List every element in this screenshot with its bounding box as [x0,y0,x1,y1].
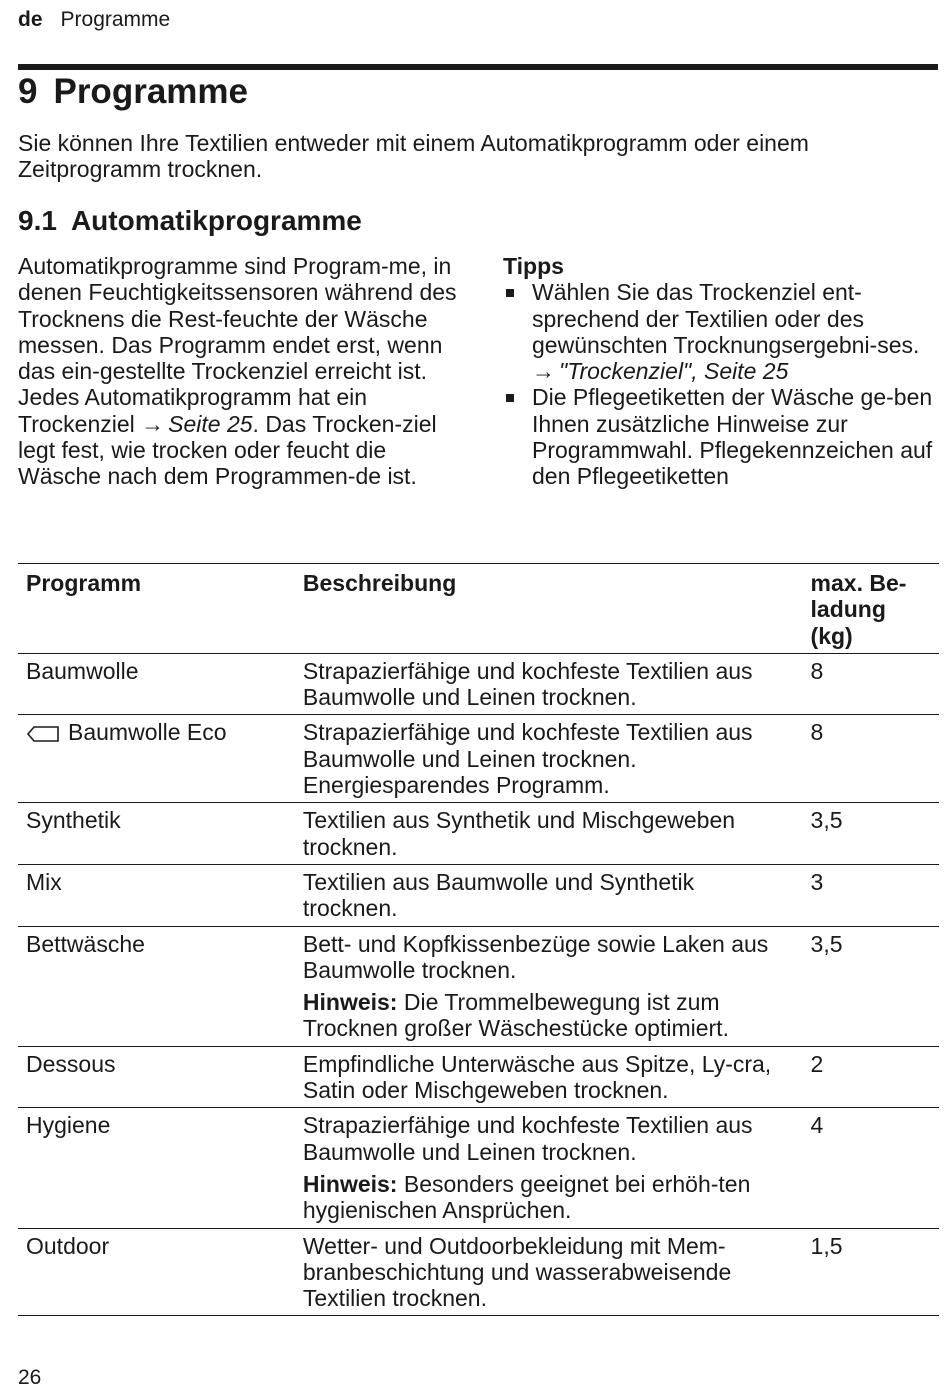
program-name: Baumwolle Eco [68,719,227,746]
description-text: Empfindliche Unterwäsche aus Spitze, Ly-cra, Satin oder Mischgeweben trocknen. [302,1050,772,1104]
program-description [295,926,803,1046]
program-load: 8 [810,719,824,746]
automatic-programs-description [18,253,468,490]
program-description [295,1108,803,1228]
description-text: Strapazierfähige und kochfeste Textilien aus Baumwolle und Leinen trocknen. [302,1112,753,1165]
chapter-number: 9 [18,72,38,111]
program-load: 3,5 [810,807,843,834]
program-load: 4 [810,1112,824,1139]
header-program: Programm [18,564,295,654]
table-row [18,864,939,926]
note-label: Hinweis: [302,989,398,1016]
table-row [18,653,939,715]
program-table [18,563,939,1316]
eco-program-icon [26,722,60,748]
description-text: Textilien aus Synthetik und Mischgeweben trocknen. [302,807,736,860]
tips-list [503,279,943,489]
page-number: 26 [18,1366,42,1389]
tip-text: Die Pflegeetiketten der Wäsche ge-ben Ihnen zusätzliche Hinweise zur Programmwahl. Pflegekennzeichen auf den Pflegeetiketten [532,384,933,490]
description-part2: . Das Trocken-ziel legt fest, wie trocken oder feucht die Wäsche nach dem Programmen-de ist. [18,410,437,490]
note-content: Die Trommelbewegung ist zum Trocknen großer Wäschestücke optimiert. [302,989,729,1042]
description-text: Bett- und Kopfkissenbezüge sowie Laken aus Baumwolle trocknen. [302,930,769,983]
description-text: Textilien aus Baumwolle und Synthetik trocknen. [302,868,695,922]
drying-target-reference-link[interactable]: "Trockenziel", Seite 25 [559,358,789,385]
tip-text: Wählen Sie das Trockenziel ent-sprechend der Textilien oder des gewünschten Trocknungsergebni-ses. [532,279,920,358]
section-title [18,205,362,237]
arrow-right-icon: → [532,358,555,385]
intro-paragraph: Sie können Ihre Textilien entweder mit einem Automatikprogramm oder einem Zeitprogramm trocknen. [18,130,809,182]
note-label: Hinweis: [302,1170,398,1197]
arrow-right-icon: → [141,410,165,437]
tip-item [503,384,943,489]
program-load: 3,5 [810,930,843,957]
program-name: Baumwolle [26,657,139,684]
program-description [295,803,803,865]
table-row [18,926,939,1046]
table-row [18,803,939,865]
header-rule [18,64,938,70]
description-part1: Automatikprogramme sind Program-me, in denen Feuchtigkeitssensoren während des Trocknens die Rest-feuchte der Wäsche messen. Das Programm endet erst, wenn das ein-gestellte Trockenziel erreicht ist. Jedes Automatikprogramm hat ein Trockenziel [18,253,457,437]
program-name-cell [18,715,295,803]
program-name: Hygiene [26,1112,111,1139]
program-load: 8 [810,657,824,684]
section-title-text: Automatikprogramme [70,205,362,236]
program-description [295,1228,803,1316]
tip-item [503,279,943,384]
program-name: Outdoor [26,1232,110,1259]
tips-box [503,253,943,490]
note-text [303,1171,795,1224]
program-description [295,1046,803,1108]
program-name: Mix [26,868,62,895]
description-text: Strapazierfähige und kochfeste Textilien aus Baumwolle und Leinen trocknen. [302,657,753,711]
program-description [295,653,803,715]
program-name: Dessous [26,1050,116,1077]
program-name: Synthetik [26,807,121,834]
header-description: Beschreibung [295,564,803,654]
program-description [295,864,803,926]
program-load: 1,5 [810,1232,843,1259]
table-header-row [18,564,939,654]
program-description [295,715,803,803]
language-code: de [18,8,43,31]
table-row [18,1228,939,1316]
program-name: Bettwäsche [26,930,145,957]
page-header [18,8,170,32]
section-number: 9.1 [18,205,57,236]
header-section: Programme [60,8,171,31]
table-row [18,715,939,803]
page-reference-link[interactable]: Seite 25 [168,410,253,437]
chapter-title [18,72,248,112]
description-text: Strapazierfähige und kochfeste Textilien aus Baumwolle und Leinen trocknen. Energiesparendes Programm. [302,719,753,799]
table-row [18,1108,939,1228]
description-text: Wetter- und Outdoorbekleidung mit Mem-branbeschichtung und wasserabweisende Textilien trocknen. [302,1232,732,1312]
chapter-title-text: Programme [53,72,248,111]
note-text [303,989,795,1042]
table-row [18,1046,939,1108]
header-max-load: max. Be-ladung (kg) [803,564,939,654]
program-load: 3 [810,868,824,895]
program-load: 2 [810,1050,824,1077]
tips-title: Tipps [503,253,564,279]
note-content: Besonders geeignet bei erhöh-ten hygienischen Ansprüchen. [302,1170,751,1224]
